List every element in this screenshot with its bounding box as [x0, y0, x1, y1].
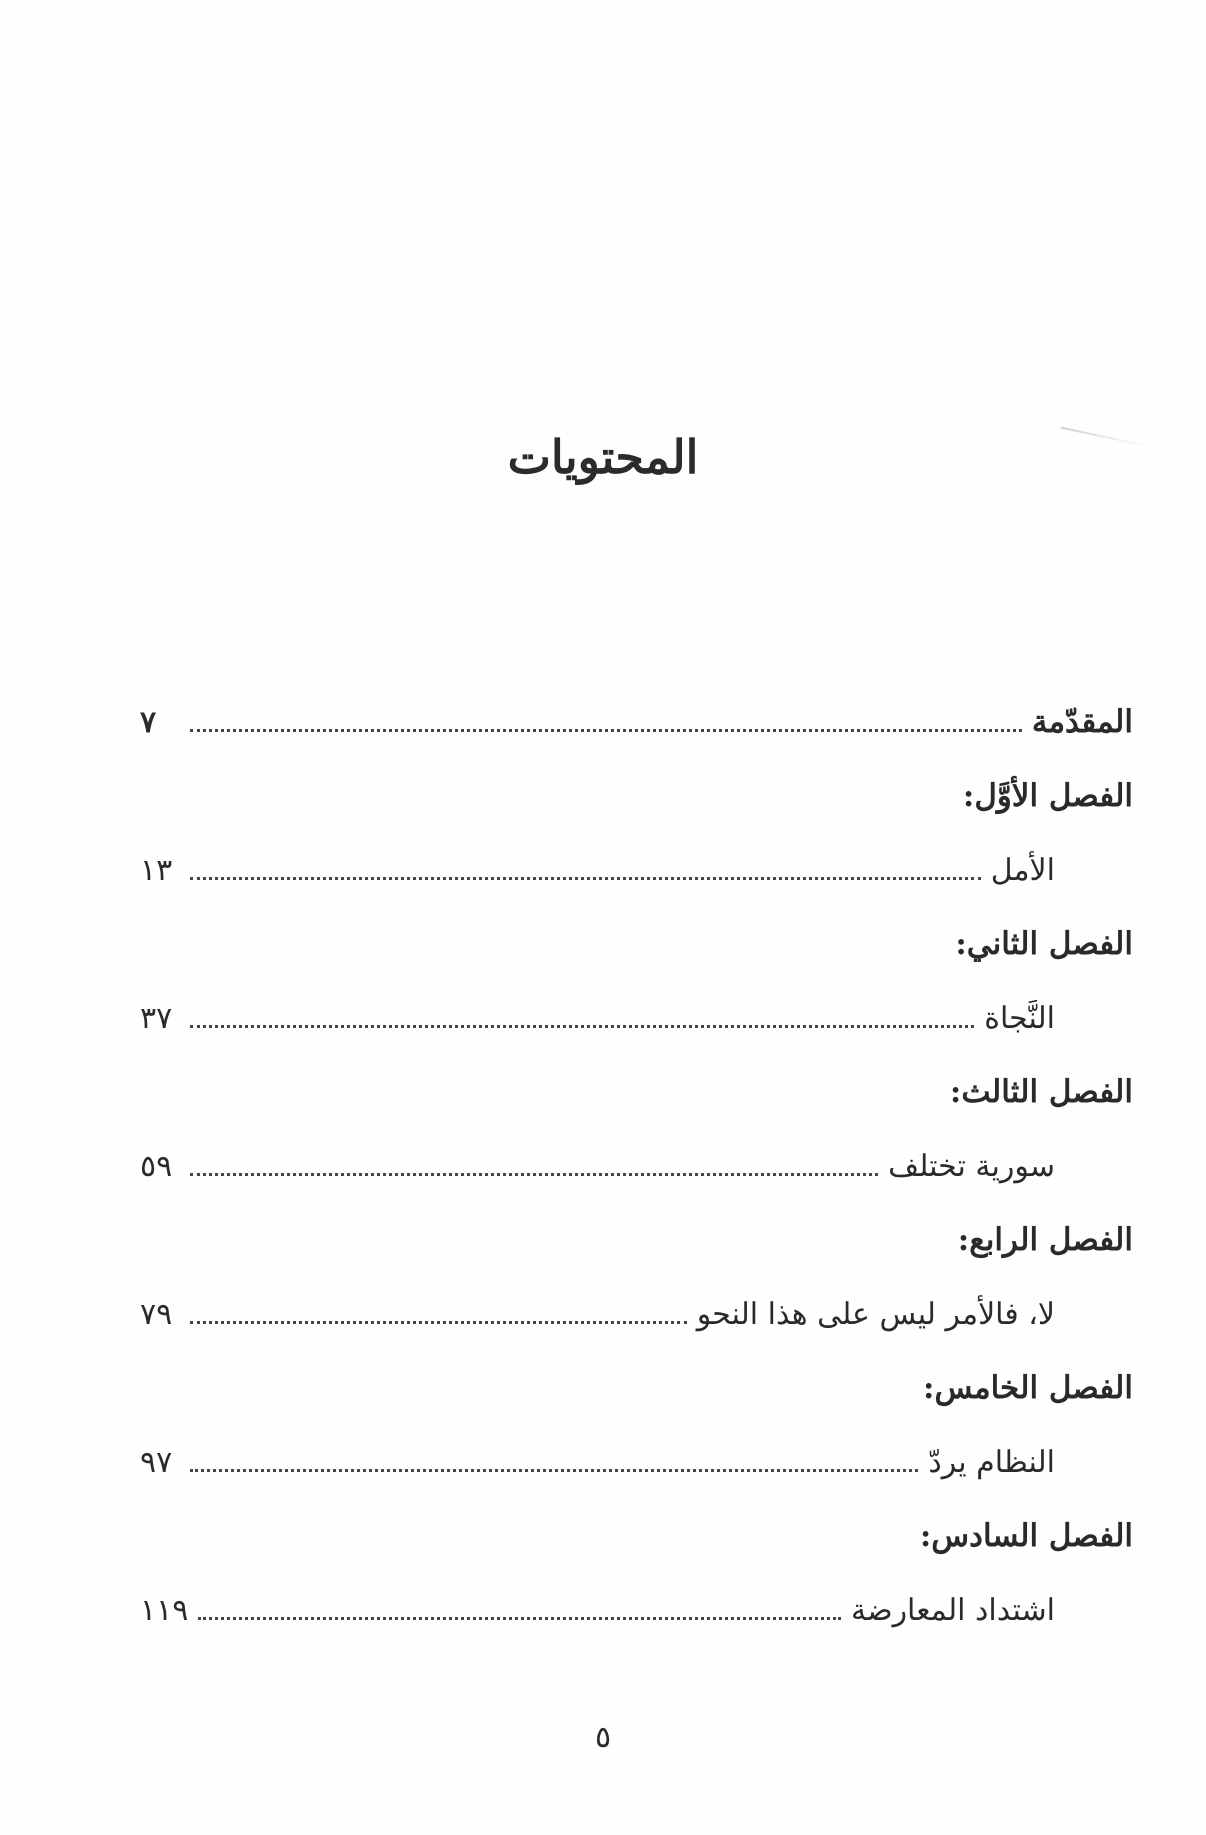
toc-entry-label: اشتداد المعارضة — [851, 1592, 1055, 1628]
toc-entry-page: ١٣ — [140, 852, 173, 888]
table-of-contents — [140, 685, 1133, 1647]
chapter-heading-label: الفصل السادس: — [919, 1518, 1133, 1554]
toc-entry-label: الأمل — [990, 852, 1055, 888]
page-title: المحتويات — [507, 430, 699, 484]
chapter-heading-label: الفصل الرابع: — [957, 1222, 1133, 1258]
toc-entry-label: سورية تختلف — [888, 1148, 1055, 1184]
dot-leader — [190, 1321, 687, 1324]
toc-entry-page: ٩٧ — [140, 1444, 173, 1480]
toc-entry — [140, 1573, 1133, 1647]
chapter-heading-label: الفصل الخامس: — [923, 1370, 1133, 1406]
toc-entry — [140, 1425, 1133, 1499]
toc-entry-page: ٧٩ — [140, 1296, 173, 1332]
toc-chapter-heading — [140, 1055, 1133, 1129]
toc-chapter-heading — [140, 1351, 1133, 1425]
toc-entry-label: المقدّمة — [1031, 704, 1133, 740]
toc-entry-label: النَّجاة — [984, 1000, 1055, 1036]
toc-chapter-heading — [140, 1499, 1133, 1573]
toc-chapter-heading — [140, 759, 1133, 833]
toc-chapter-heading — [140, 1203, 1133, 1277]
toc-entry — [140, 1277, 1133, 1351]
toc-entry-label: النظام يردّ — [928, 1444, 1055, 1480]
toc-entry — [140, 833, 1133, 907]
toc-entry-label: لا، فالأمر ليس على هذا النحو — [696, 1296, 1055, 1332]
toc-entry-page: ١١٩ — [140, 1592, 189, 1628]
dot-leader — [190, 729, 1022, 732]
toc-entry-page: ٣٧ — [140, 1000, 173, 1036]
dot-leader — [198, 1617, 841, 1620]
toc-chapter-heading — [140, 907, 1133, 981]
page-number: ٥ — [594, 1720, 612, 1755]
dot-leader — [190, 1469, 918, 1472]
toc-entry-page: ٧ — [140, 704, 157, 740]
dot-leader — [190, 877, 981, 880]
chapter-heading-label: الفصل الأوَّل: — [962, 778, 1133, 814]
toc-entry — [140, 1129, 1133, 1203]
dot-leader — [190, 1173, 878, 1176]
dot-leader — [190, 1025, 974, 1028]
toc-entry — [140, 981, 1133, 1055]
chapter-heading-label: الفصل الثاني: — [955, 926, 1133, 962]
toc-entry-page: ٥٩ — [140, 1148, 173, 1184]
toc-entry-introduction — [140, 685, 1133, 759]
chapter-heading-label: الفصل الثالث: — [949, 1074, 1133, 1110]
